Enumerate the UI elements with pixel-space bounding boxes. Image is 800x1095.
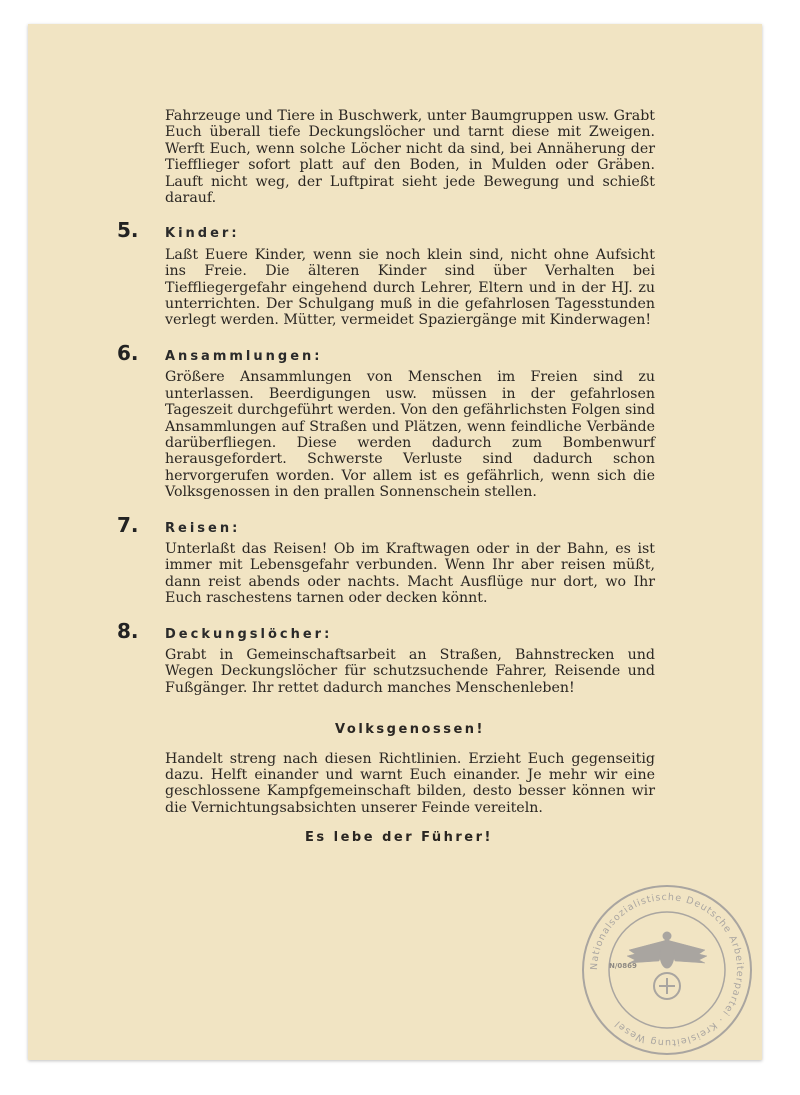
section-ansammlungen (117, 340, 655, 501)
stamp-outer-ring (583, 886, 751, 1054)
section-heading: Reisen: (165, 520, 241, 536)
eagle-emblem-icon (627, 932, 707, 999)
section-number: 6. (117, 340, 139, 365)
leaflet-page (28, 24, 762, 1060)
section-reisen (117, 512, 655, 607)
stamp-code: N/0869 (609, 962, 637, 970)
section-number: 5. (117, 218, 139, 243)
section-number: 8. (117, 618, 139, 643)
section-kinder (117, 218, 655, 329)
section-deckungsloecher (117, 618, 655, 697)
closing-salute: Es lebe der Führer! (305, 830, 493, 846)
office-stamp (579, 882, 755, 1058)
leaflet-body (117, 108, 655, 847)
section-heading: Ansammlungen: (165, 348, 323, 364)
stamp-ring-textpath: Nationalsozialistische Deutsche Arbeiterpartei · Kreisleitung Wesel (588, 891, 746, 1049)
section-text: Unterlaßt das Reisen! Ob im Kraftwagen oder in der Bahn, es ist immer mit Lebensgefahr verbunden. Wenn Ihr aber reisen müßt, dann reist abends oder nachts. Macht Ausflüge nur dort, wo Ihr Euch raschestens tarnen oder decken könnt. (165, 540, 655, 607)
section-heading: Deckungslöcher: (165, 626, 333, 642)
section-heading: Kinder: (165, 226, 240, 242)
section-number: 7. (117, 512, 139, 537)
closing-heading: Volksgenossen! (335, 722, 485, 738)
section-text: Grabt in Gemeinschaftsarbeit an Straßen, Bahnstrecken und Wegen Deckungslöcher für schutzsuchende Fahrer, Reisende und Fußgänger. Ihr rettet dadurch manches Menschenleben! (165, 646, 655, 696)
intro-paragraph: Fahrzeuge und Tiere in Buschwerk, unter Baumgruppen usw. Grabt Euch überall tiefe Deckungslöcher und tarnt diese mit Zweigen. Werft Euch, wenn solche Löcher nicht da sind, bei Annäherung der Tiefflieger sofort platt auf den Boden, in Mulden oder Gräben. Lauft nicht weg, der Luftpirat sieht jede Bewegung und schießt darauf. (165, 108, 655, 207)
section-text: Größere Ansammlungen von Menschen im Freien sind zu unterlassen. Beerdigungen usw. müssen in der gefahrlosen Tageszeit durchgeführt werden. Von den gefährlichsten Folgen sind Ansammlungen auf Straßen und Plätzen, wenn feindliche Verbände darüberfliegen. Diese werden dadurch zum Bombenwurf herausgefordert. Schwerste Verluste sind dadurch schon hervorgerufen worden. Vor allem ist es gefährlich, wenn sich die Volksgenossen in den prallen Sonnenschein stellen. (165, 369, 655, 501)
stamp-inner-ring (609, 912, 725, 1028)
closing-paragraph: Handelt streng nach diesen Richtlinien. Erzieht Euch gegenseitig dazu. Helft einander und warnt Euch einander. Je mehr wir eine geschlossene Kampfgemeinschaft bilden, desto besser können wir die Vernichtungsabsichten unserer Feinde vereiteln. (165, 750, 655, 816)
section-text: Laßt Euere Kinder, wenn sie noch klein sind, nicht ohne Aufsicht ins Freie. Die älteren Kinder sind über Verhalten bei Tieffliegergefahr eingehend durch Lehrer, Eltern und in der HJ. zu unterrichten. Der Schulgang muß in die gefahrlosen Tagesstunden verlegt werden. Mütter, vermeidet Spaziergänge mit Kinderwagen! (165, 246, 655, 329)
